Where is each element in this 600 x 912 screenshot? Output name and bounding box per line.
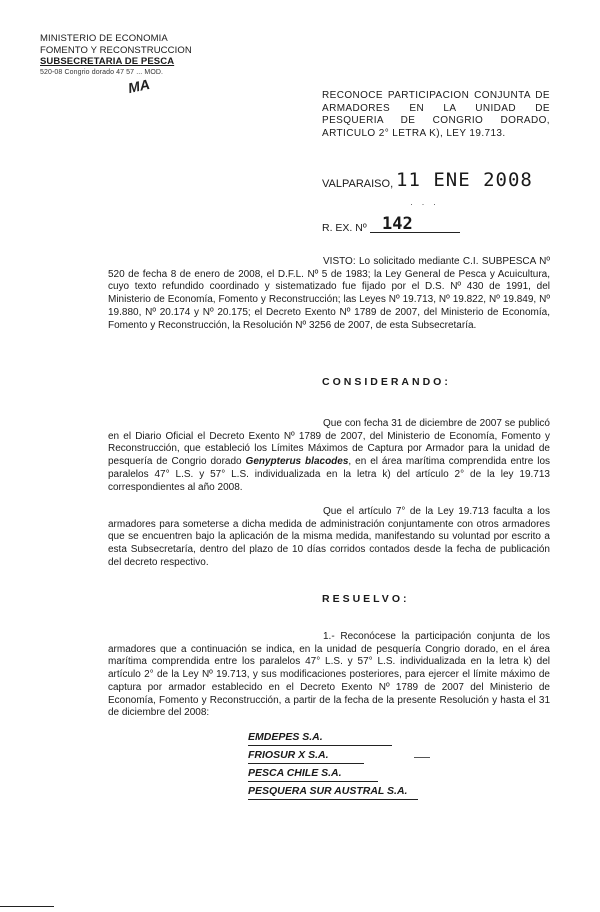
ministry-line-2: FOMENTO Y RECONSTRUCCION (40, 44, 192, 56)
company-list (248, 729, 418, 801)
considerando-2-lead: Que el artículo 7° de la Ley 19.713 faculta a (323, 506, 533, 517)
reference-line: 520-08 Congrio dorado 47 57 ... MOD. (40, 68, 164, 76)
date-stamp: 11 ENE 2008 (396, 169, 533, 191)
company-item: EMDEPES S.A. (248, 729, 392, 746)
considerando-heading: CONSIDERANDO: (322, 376, 451, 388)
company-item: PESCA CHILE S.A. (248, 765, 378, 782)
ministry-line-1: MINISTERIO DE ECONOMIA (40, 33, 168, 44)
decorative-dots: · · · (410, 199, 439, 209)
resuelvo-1-lead: 1.- Reconócese la participación conjunta de (323, 631, 532, 642)
resuelvo-paragraph-1 (108, 631, 550, 720)
initials-signature: MA (126, 75, 152, 97)
rex-number: 142 (382, 214, 413, 234)
visto-lead: VISTO: Lo solicitado mediante C.I. (323, 256, 479, 267)
visto-body: SUBPESCA Nº 520 de fecha 8 de enero de 2008, el D.F.L. Nº 5 de 1983; la Ley General de Pesca y Acuicultura, cuyo texto refundido coordinado y sistematizado fue fijado por el D.S. Nº 430 de 1991, del Ministerio de Economía, Fomento y Reconstrucción; las Leyes Nº 19.713, Nº 19.822, Nº 19.849, Nº 19.880, Nº 20.174 y Nº 20.175; el Decreto Exento Nº 1789 de 2007, del Ministerio de Economía, Fomento y Reconstrucción, la Resolución Nº 3256 de 2007, de esta Subsecretaría. (108, 256, 550, 331)
subsecretaria-line: SUBSECRETARIA DE PESCA (40, 56, 175, 67)
footer-rule (0, 906, 54, 907)
considerando-1-body: publicó en el Diario Oficial el Decreto Exento Nº 1789 de 2007, del Ministerio de Economía, Fomento y Reconstrucción, que estableció los Límites Máximos de Captura por Armador para la unidad de pesquería de Congrio dorado (108, 418, 550, 468)
decorative-dash (414, 757, 430, 758)
visto-paragraph (108, 256, 550, 332)
company-item: PESQUERA SUR AUSTRAL S.A. (248, 783, 418, 800)
considerando-paragraph-1 (108, 418, 550, 494)
considerando-2-body: los armadores para someterse a dicha medida de administración conjuntamente con otros armadores que se encuentren bajo la aplicación de la misma medida, manifestando su voluntad por escrito a esta Subsecretaría, dentro del plazo de 10 días corridos contados desde la fecha de publicación del decreto respectivo. (108, 506, 550, 568)
resuelvo-heading: RESUELVO: (322, 593, 410, 605)
rex-label: R. EX. Nº (322, 222, 367, 234)
city-label: VALPARAISO, (322, 178, 394, 190)
considerando-paragraph-2 (108, 506, 550, 570)
resolution-title: RECONOCE PARTICIPACION CONJUNTA DE ARMADORES EN LA UNIDAD DE PESQUERIA DE CONGRIO DORADO, ARTICULO 2° LETRA K), LEY 19.713. (322, 90, 550, 139)
resuelvo-1-body: los armadores que a continuación se indica, en la unidad de pesquería Congrio dorado, en el área marítima comprendida entre los paralelos 47° L.S. y 57° L.S. individualizada en la letra k) del artículo 2° de la Ley Nº 19.713, y sus modificaciones posteriores, para ejercer el límite máximo de captura por armador establecido en el Decreto Exento Nº 1789 de 2007 del Ministerio de Economía, Fomento y Reconstrucción, a partir de la fecha de la presente Resolución y hasta el 31 de diciembre del 2008: (108, 631, 550, 719)
ministry-header (40, 33, 192, 77)
considerando-1-body-end: , en el área marítima comprendida entre los paralelos 47° L.S. y 57° L.S. individualizada en la letra k) del artículo 2° de la ley 19.713 correspondientes al año 2008. (108, 456, 551, 493)
species-name: Genypterus blacodes (245, 456, 349, 468)
company-item: FRIOSUR X S.A. (248, 747, 364, 764)
considerando-1-lead: Que con fecha 31 de diciembre de 2007 se (323, 418, 516, 429)
